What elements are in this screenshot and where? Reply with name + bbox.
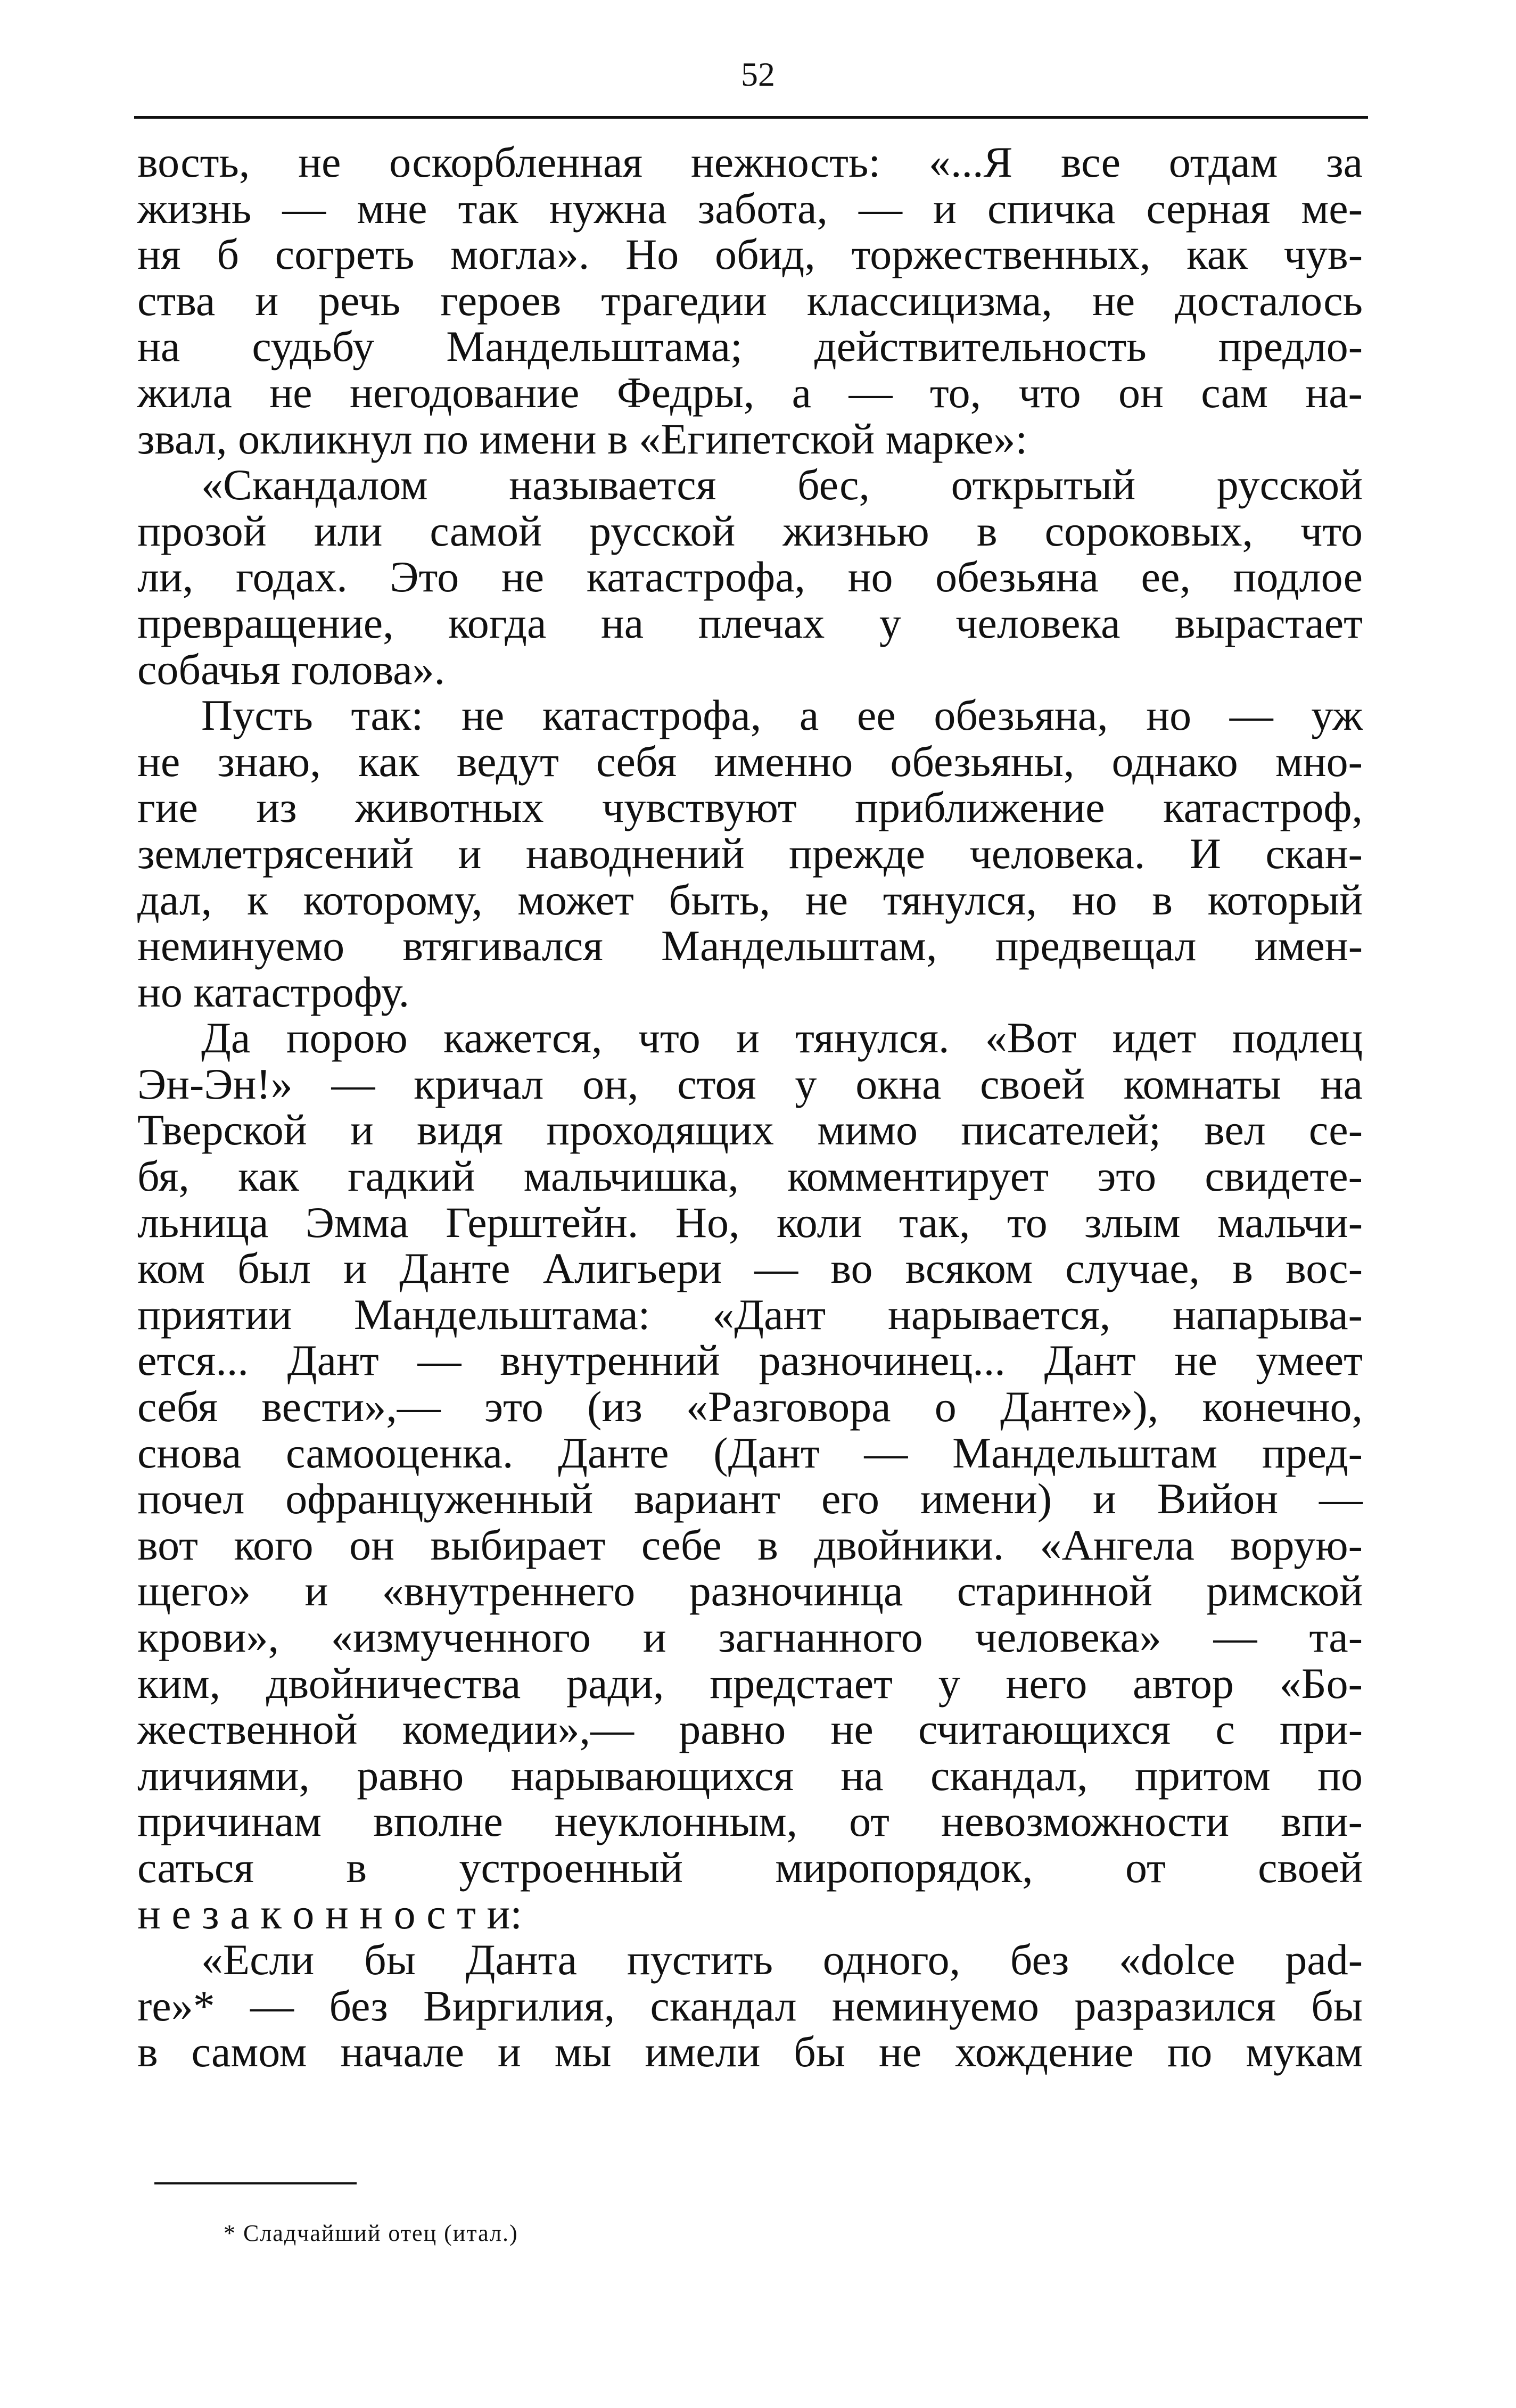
- text-line: н е з а к о н н о с т и:: [137, 1889, 523, 1938]
- text-line: в самом начале и мы имели бы не хождение по мукам: [137, 2027, 1363, 2076]
- text-line: дал, к которому, может быть, не тянулся, но в который: [137, 875, 1363, 924]
- text-line: ким, двойничества ради, предстает у него автор «Бо-: [137, 1659, 1363, 1708]
- text-line: жественной комедии»,— равно не считающихся с при-: [137, 1705, 1363, 1754]
- text-line: Да порою кажется, что и тянулся. «Вот идет подлец: [201, 1013, 1363, 1062]
- text-line: вот кого он выбирает себе в двойники. «Ангела ворую-: [137, 1520, 1363, 1569]
- text-line: прозой или самой русской жизнью в сороковых, что: [137, 506, 1363, 555]
- text-line: ня б согреть могла». Но обид, торжественных, как чув-: [137, 230, 1363, 279]
- text-line: re»* — без Виргилия, скандал неминуемо разразился бы: [137, 1981, 1363, 2030]
- text-line: личиями, равно нарывающихся на скандал, притом по: [137, 1751, 1363, 1800]
- text-line: звал, окликнул по имени в «Египетской марке»:: [137, 414, 1028, 463]
- text-line: вость, не оскорбленная нежность: «...Я все отдам за: [137, 138, 1363, 186]
- text-line: землетрясений и наводнений прежде человека. И скан-: [137, 829, 1363, 878]
- text-line: ком был и Данте Алигьери — во всяком случае, в вос-: [137, 1244, 1363, 1293]
- text-line: не знаю, как ведут себя именно обезьяны, однако мно-: [137, 737, 1363, 786]
- text-line: причинам вполне неуклонным, от невозможности впи-: [137, 1797, 1363, 1846]
- footnote-rule: [154, 2182, 357, 2184]
- text-line: жизнь — мне так нужна забота, — и спичка серная ме-: [137, 184, 1363, 233]
- text-line: неминуемо втягивался Мандельштам, предвещал имен-: [137, 921, 1363, 970]
- text-line: на судьбу Мандельштама; действительность предло-: [137, 322, 1363, 371]
- text-line: но катастрофу.: [137, 967, 410, 1016]
- text-line: крови», «измученного и загнанного человека» — та-: [137, 1613, 1363, 1661]
- text-line: Пусть так: не катастрофа, а ее обезьяна, но — уж: [201, 691, 1363, 740]
- text-line: собачья голова».: [137, 645, 446, 694]
- text-line: жила не негодование Федры, а — то, что он сам на-: [137, 368, 1363, 417]
- text-line: превращение, когда на плечах у человека вырастает: [137, 598, 1363, 647]
- text-line: себя вести»,— это (из «Разговора о Данте»), конечно,: [137, 1382, 1363, 1431]
- text-line: Тверской и видя проходящих мимо писателей; вел се-: [137, 1106, 1363, 1154]
- text-line: снова самооценка. Данте (Дант — Мандельштам пред-: [137, 1428, 1363, 1477]
- footnote: * Сладчайший отец (итал.): [224, 2220, 518, 2246]
- page-number: 52: [741, 55, 775, 93]
- text-line: ли, годах. Это не катастрофа, но обезьяна ее, подлое: [137, 552, 1363, 601]
- text-line: ства и речь героев трагедии классицизма, не досталось: [137, 276, 1363, 325]
- text-line: ется... Дант — внутренний разночинец... Дант не умеет: [137, 1336, 1363, 1385]
- text-line: приятии Мандельштама: «Дант нарывается, напарыва-: [137, 1290, 1363, 1339]
- text-line: саться в устроенный миропорядок, от своей: [137, 1843, 1363, 1892]
- text-line: «Если бы Данта пустить одного, без «dolce pad-: [201, 1935, 1363, 1984]
- body-text: [137, 139, 1363, 2075]
- text-line: «Скандалом называется бес, открытый русской: [201, 460, 1363, 509]
- text-line: льница Эмма Герштейн. Но, коли так, то злым мальчи-: [137, 1198, 1363, 1247]
- text-line: почел офранцуженный вариант его имени) и Вийон —: [137, 1474, 1363, 1523]
- text-line: бя, как гадкий мальчишка, комментирует это свидете-: [137, 1152, 1363, 1201]
- text-line: гие из животных чувствуют приближение катастроф,: [137, 783, 1363, 832]
- text-line: щего» и «внутреннего разночинца старинной римской: [137, 1566, 1363, 1615]
- text-line: Эн-Эн!» — кричал он, стоя у окна своей комнаты на: [137, 1059, 1363, 1108]
- header-rule: [134, 116, 1368, 119]
